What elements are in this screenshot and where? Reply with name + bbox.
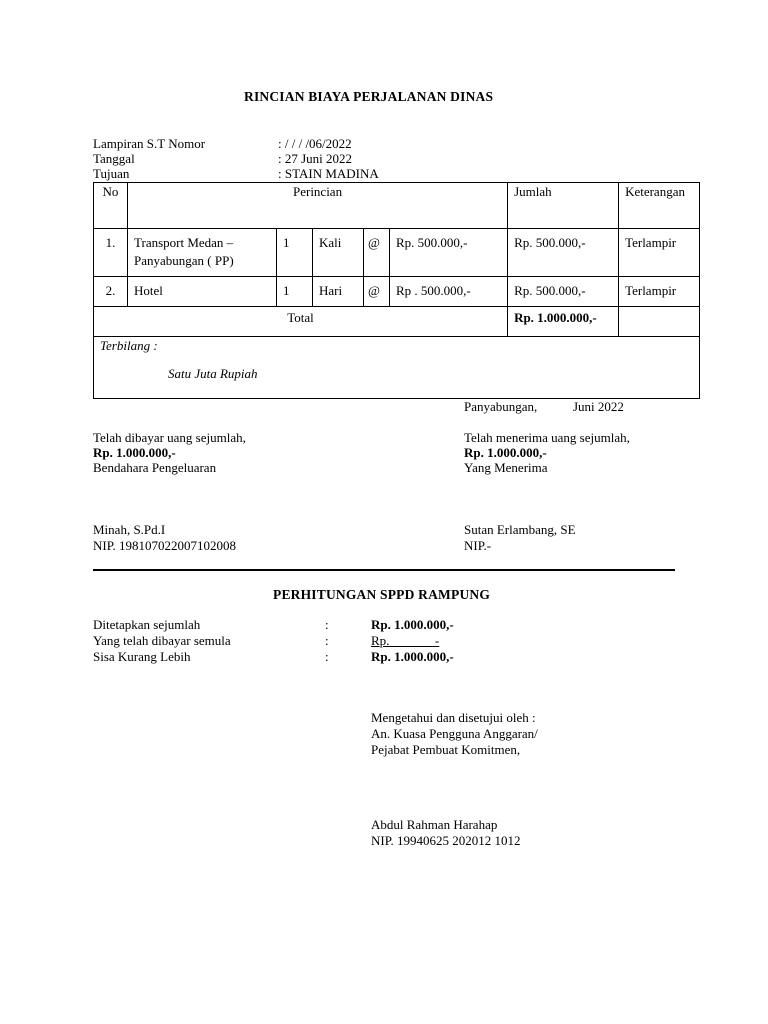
row-item: Hotel — [128, 277, 277, 307]
row-item: Transport Medan – Panyabungan ( PP) — [128, 229, 277, 277]
place-label: Panyabungan, — [464, 399, 538, 414]
row-price: Rp. 500.000,- — [390, 229, 508, 277]
row-note: Terlampir — [619, 229, 700, 277]
receiver-amount: Rp. 1.000.000,- — [464, 445, 547, 460]
field-value-lampiran: : / / / /06/2022 — [278, 136, 352, 151]
terbilang-label: Terbilang : — [100, 338, 158, 353]
approver-nip: NIP. 19940625 202012 1012 — [371, 833, 521, 848]
receiver-nip: NIP.- — [464, 538, 492, 553]
row-note: Terlampir — [619, 277, 700, 307]
sppd-colon: : — [325, 649, 329, 664]
sppd-colon: : — [325, 633, 329, 648]
sppd-colon: : — [325, 617, 329, 632]
field-value-tujuan: : STAIN MADINA — [278, 166, 379, 181]
receiver-role: Yang Menerima — [464, 460, 548, 475]
total-row — [94, 307, 700, 337]
sppd-value-ditetapkan: Rp. 1.000.000,- — [371, 617, 454, 632]
row-amount: Rp. 500.000,- — [508, 229, 619, 277]
header-keterangan: Keterangan — [619, 183, 700, 229]
approval-line-1: Mengetahui dan disetujui oleh : — [371, 710, 536, 725]
field-value-tanggal: : 27 Juni 2022 — [278, 151, 353, 166]
document-title: RINCIAN BIAYA PERJALANAN DINAS — [244, 89, 494, 104]
date-label: Juni 2022 — [573, 399, 624, 414]
sppd-value-dibayar: Rp. - — [371, 633, 440, 648]
receiver-name: Sutan Erlambang, SE — [464, 522, 576, 537]
table-header-row — [94, 183, 700, 229]
field-label-lampiran: Lampiran S.T Nomor — [93, 136, 206, 151]
table-row — [94, 277, 700, 307]
row-no: 2. — [94, 277, 128, 307]
total-value: Rp. 1.000.000,- — [508, 307, 619, 337]
sppd-label-ditetapkan: Ditetapkan sejumlah — [93, 617, 201, 632]
row-price: Rp . 500.000,- — [390, 277, 508, 307]
payer-amount: Rp. 1.000.000,- — [93, 445, 176, 460]
row-qty: 1 — [277, 277, 313, 307]
row-at: @ — [364, 229, 390, 277]
cost-table — [93, 182, 700, 399]
field-label-tanggal: Tanggal — [93, 151, 135, 166]
receiver-intro: Telah menerima uang sejumlah, — [464, 430, 630, 445]
row-no: 1. — [94, 229, 128, 277]
sppd-value-sisa: Rp. 1.000.000,- — [371, 649, 454, 664]
approver-name: Abdul Rahman Harahap — [371, 817, 498, 832]
approval-line-3: Pejabat Pembuat Komitmen, — [371, 742, 521, 757]
payer-nip: NIP. 198107022007102008 — [93, 538, 237, 553]
header-no: No — [94, 183, 128, 229]
header-perincian: Perincian — [128, 183, 508, 229]
row-amount: Rp. 500.000,- — [508, 277, 619, 307]
row-unit: Kali — [313, 229, 364, 277]
payer-role: Bendahara Pengeluaran — [93, 460, 217, 475]
header-jumlah: Jumlah — [508, 183, 619, 229]
field-label-tujuan: Tujuan — [93, 166, 130, 181]
table-row — [94, 229, 700, 277]
section-divider — [93, 569, 675, 571]
row-at: @ — [364, 277, 390, 307]
sppd-title: PERHITUNGAN SPPD RAMPUNG — [273, 587, 491, 602]
payer-name: Minah, S.Pd.I — [93, 522, 166, 537]
row-qty: 1 — [277, 229, 313, 277]
terbilang-row — [94, 337, 700, 399]
row-unit: Hari — [313, 277, 364, 307]
sppd-label-sisa: Sisa Kurang Lebih — [93, 649, 191, 664]
payer-intro: Telah dibayar uang sejumlah, — [93, 430, 246, 445]
sppd-label-dibayar: Yang telah dibayar semula — [93, 633, 231, 648]
approval-line-2: An. Kuasa Pengguna Anggaran/ — [371, 726, 538, 741]
terbilang-value: Satu Juta Rupiah — [168, 366, 258, 381]
total-label: Total — [94, 307, 508, 337]
